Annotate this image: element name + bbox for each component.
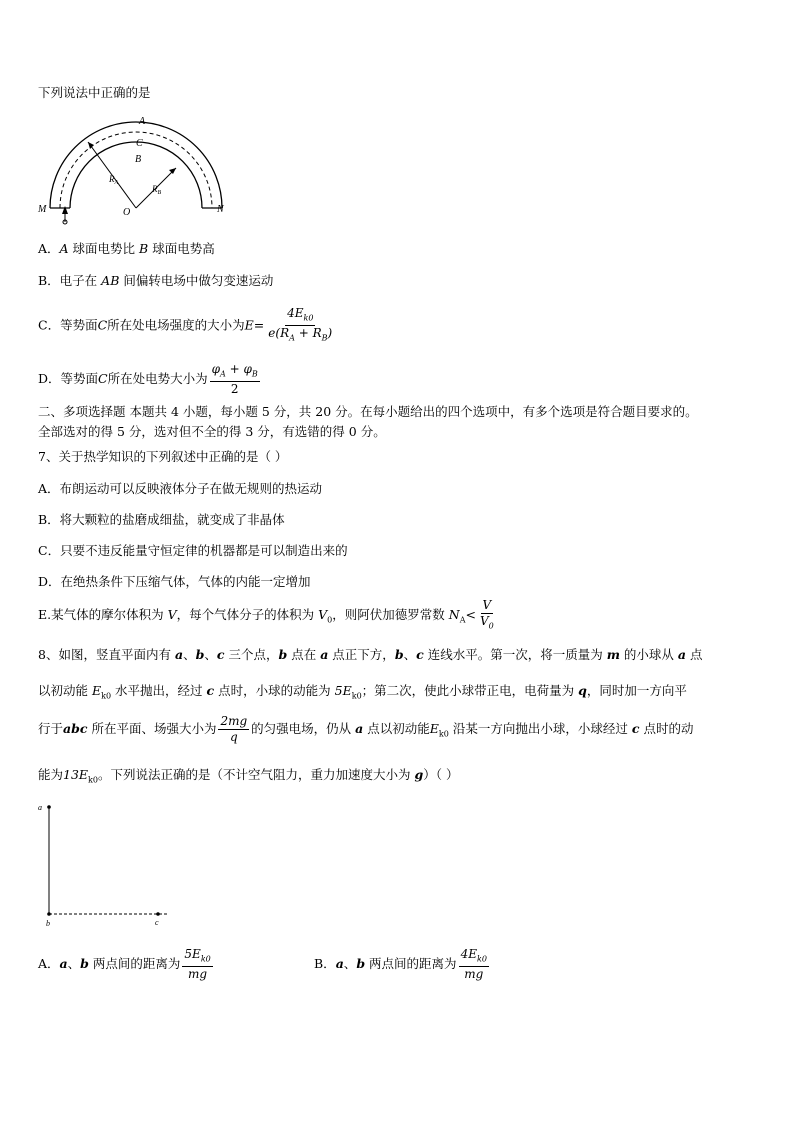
q7-option-a: A．布朗运动可以反映液体分子在做无规则的热运动 xyxy=(38,481,323,496)
label-M: M xyxy=(38,204,47,215)
point-a-label: a xyxy=(38,803,42,812)
point-c-label: c xyxy=(155,918,159,927)
q7-option-b: B．将大颗粒的盐磨成细盐，就变成了非晶体 xyxy=(38,512,285,527)
q6-option-b: B．电子在 AB 间偏转电场中做匀变速运动 xyxy=(38,273,274,288)
q7-option-e: E.某气体的摩尔体积为 V，每个气体分子的体积为 $V_0$，则阿伏加德罗常数 $N_A<$ $\frac{V}{V_0}$ xyxy=(38,598,498,633)
q8-line4: 能为$13E_{k0}$。下列说法正确的是（不计空气阻力，重力加速度大小为 g）（ ） xyxy=(38,767,459,785)
q8-field-fraction: $\frac{2mg}{q}$ xyxy=(220,714,248,744)
q7e-fraction: $\frac{V}{V_0}$ xyxy=(479,598,494,631)
label-N: N xyxy=(217,204,224,215)
q8-line1: 8、如图，竖直平面内有 a、b、c 三个点，b 点在 a 点正下方，b、c 连线水平。第一次，将一质量为 m 的小球从 a 点 xyxy=(38,647,703,662)
q8a-fraction: $\frac{5E_{k0}}{mg}$ xyxy=(184,947,211,982)
q7-stem: 7、关于热学知识的下列叙述中正确的是（ ） xyxy=(38,449,288,464)
label-RB: $R_B$ xyxy=(152,184,162,196)
q6d-fraction: $\frac{\varphi_A + \varphi_B}{2}$ xyxy=(211,362,258,397)
q7-option-c: C．只要不违反能量守恒定律的机器都是可以制造出来的 xyxy=(38,543,348,558)
label-RA: $R_A$ xyxy=(109,174,119,186)
label-O: O xyxy=(123,207,131,218)
intro-text: 下列说法中正确的是 xyxy=(38,85,151,100)
section2-line1: 二、多项选择题 本题共 4 小题，每小题 5 分，共 20 分。在每小题给出的四个选项中，有多个选项是符合题目要求的。 xyxy=(38,404,698,419)
q6-option-c: C．等势面C所在处电场强度的大小为E= $\frac{4E_{k0}}{e(R_A + R_B)}$ xyxy=(38,306,336,346)
q6-option-a: A．A 球面电势比 B 球面电势高 xyxy=(38,241,215,256)
label-C: C xyxy=(136,138,143,149)
q8b-fraction: $\frac{4E_{k0}}{mg}$ xyxy=(460,947,487,982)
section2-line2: 全部选对的得 5 分，选对但不全的得 3 分，有选错的得 0 分。 xyxy=(38,424,386,439)
point-b-label: b xyxy=(46,919,50,928)
q8-option-a: A．a、b 两点间的距离为 $\frac{5E_{k0}}{mg}$ xyxy=(38,947,211,982)
abc-points-figure xyxy=(34,800,174,932)
label-B: B xyxy=(135,154,142,165)
q6-option-d: D．等势面C所在处电势大小为 $\frac{\varphi_A + \varphi_B}{2}$ xyxy=(38,362,258,397)
label-A: A xyxy=(139,116,146,127)
q8-line2: 以初动能 $E_{k0}$ 水平抛出，经过 c 点时，小球的动能为 $5E_{k0}$；第二次，使此小球带正电，电荷量为 q，同时加一方向平 xyxy=(38,683,687,701)
q8-line3: 行于abc 所在平面、场强大小为 $\frac{2mg}{q}$ 的匀强电场，仍从 a 点以初动能$E_{k0}$ 沿某一方向抛出小球，小球经过 c 点时的动 xyxy=(38,714,694,744)
q8-option-b: B．a、b 两点间的距离为 $\frac{4E_{k0}}{mg}$ xyxy=(314,947,487,982)
deflection-field-figure xyxy=(36,110,236,226)
q6c-fraction: $\frac{4E_{k0}}{e(R_A + R_B)}$ xyxy=(268,306,333,343)
q7-option-d: D．在绝热条件下压缩气体，气体的内能一定增加 xyxy=(38,574,311,589)
